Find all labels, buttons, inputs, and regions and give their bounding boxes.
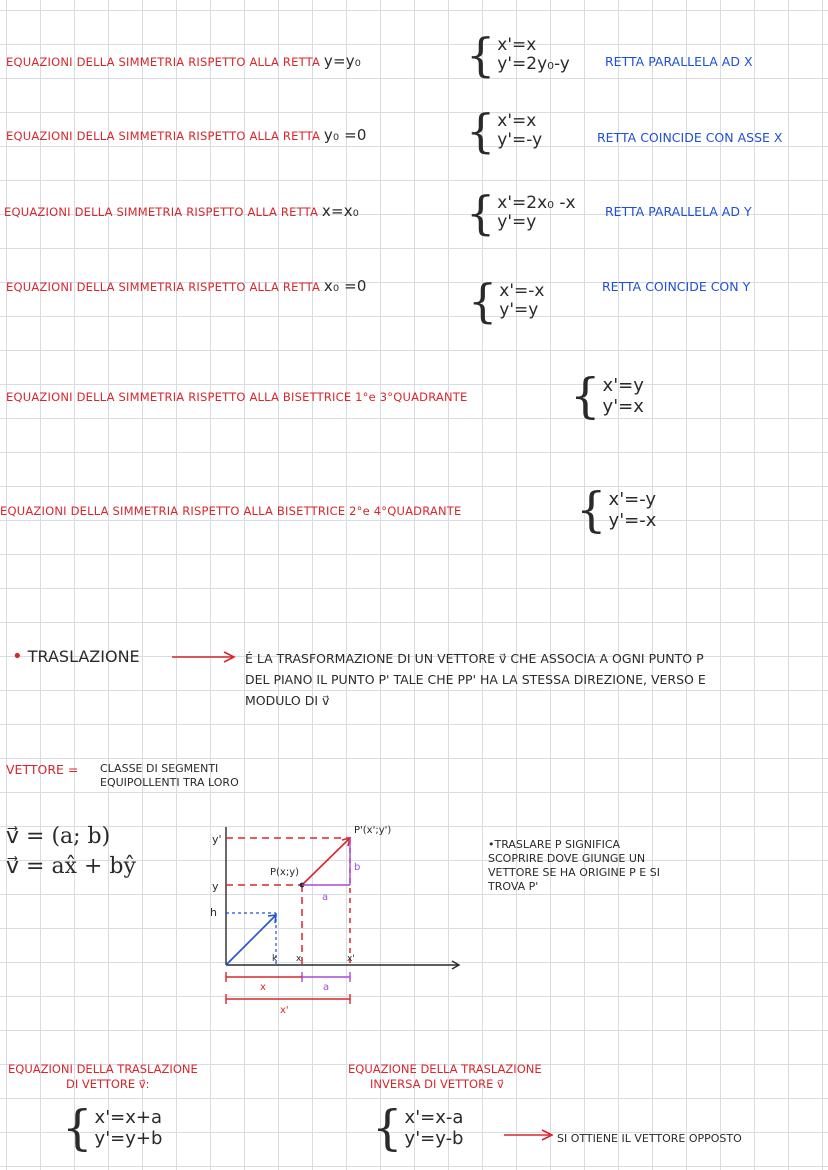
- brace-icon: {: [62, 1100, 93, 1156]
- vettore-definition: CLASSE DI SEGMENTI EQUIPOLLENTI TRA LORO: [100, 762, 239, 789]
- equation-system: { x'=x-a y'=y-b: [372, 1100, 464, 1156]
- brace-icon: {: [468, 274, 498, 328]
- traslazione-definition: É LA TRASFORMAZIONE DI UN VETTORE v⃗ CHE ASSOCIA A OGNI PUNTO P DEL PIANO IL PUNTO P' TALE CHE PP' HA LA STESSA DIREZIONE, VERSO E MODULO DI v⃗: [245, 651, 706, 708]
- equation-system: { x'=2x₀ -x y'=y: [466, 186, 576, 240]
- vector-components: v⃗ = (a; b): [6, 824, 111, 849]
- label-y-prime: y': [212, 833, 222, 846]
- side-note: •TRASLARE P SIGNIFICA SCOPRIRE DOVE GIUNGE UN VETTORE SE HA ORIGINE P E SI TROVA P': [488, 838, 660, 893]
- bisector-label: EQUAZIONI DELLA SIMMETRIA RISPETTO ALLA BISETTRICE 2°e 4°QUADRANTE: [0, 504, 462, 518]
- label-x-prime: x': [347, 954, 355, 964]
- arrow-icon: [502, 1128, 558, 1142]
- equation-system: { x'=-y y'=-x: [576, 482, 657, 538]
- brace-icon: {: [466, 104, 496, 158]
- symmetry-label: EQUAZIONI DELLA SIMMETRIA RISPETTO ALLA RETTA y₀ =0: [6, 126, 367, 144]
- brace-icon: {: [570, 368, 601, 424]
- vector-v: [226, 915, 276, 965]
- vector-pp: [302, 838, 350, 885]
- traslazione-title: • TRASLAZIONE: [12, 646, 140, 667]
- bisector-label: EQUAZIONI DELLA SIMMETRIA RISPETTO ALLA BISETTRICE 1°e 3°QUADRANTE: [6, 390, 468, 404]
- inversa-eq-label: EQUAZIONE DELLA TRASLAZIONE INVERSA DI VETTORE v⃗: [348, 1062, 542, 1091]
- traslazione-eq-label: EQUAZIONI DELLA TRASLAZIONE DI VETTORE v⃗:: [8, 1062, 198, 1091]
- translation-diagram: [190, 815, 480, 1020]
- equation-system: { x'=-x y'=y: [468, 274, 545, 328]
- label-x: x: [296, 954, 302, 964]
- equation-system: { x'=x+a y'=y+b: [62, 1100, 163, 1156]
- label-y: y: [212, 880, 219, 893]
- label-x-prime-measure: x': [280, 1005, 289, 1016]
- inversa-note: SI OTTIENE IL VETTORE OPPOSTO: [557, 1132, 742, 1145]
- symmetry-note: RETTA PARALLELA AD Y: [605, 204, 752, 219]
- label-x-measure: x: [260, 982, 266, 993]
- symmetry-label: EQUAZIONI DELLA SIMMETRIA RISPETTO ALLA RETTA y=y₀: [6, 52, 362, 70]
- symmetry-label: EQUAZIONI DELLA SIMMETRIA RISPETTO ALLA RETTA x=x₀: [4, 202, 360, 220]
- equation-system: { x'=y y'=x: [570, 368, 644, 424]
- brace-icon: {: [466, 28, 496, 82]
- symmetry-note: RETTA PARALLELA AD X: [605, 54, 753, 69]
- equation-system: { x'=x y'=-y: [466, 104, 543, 158]
- label-b: b: [354, 862, 361, 873]
- vettore-title: VETTORE =: [6, 762, 79, 777]
- symmetry-note: RETTA COINCIDE CON ASSE X: [597, 130, 783, 145]
- brace-icon: {: [466, 186, 496, 240]
- symmetry-note: RETTA COINCIDE CON Y: [602, 279, 751, 294]
- label-a-measure: a: [323, 982, 330, 993]
- label-p-prime: P'(x';y'): [354, 825, 392, 836]
- label-k: k: [272, 954, 278, 964]
- arrow-icon: [170, 650, 240, 664]
- label-a: a: [322, 892, 329, 903]
- brace-icon: {: [576, 482, 607, 538]
- symmetry-label: EQUAZIONI DELLA SIMMETRIA RISPETTO ALLA RETTA x₀ =0: [6, 277, 367, 295]
- label-p: P(x;y): [270, 867, 300, 878]
- equation-system: { x'=x y'=2y₀-y: [466, 28, 570, 82]
- vector-unit-form: v⃗ = ax̂ + bŷ: [6, 854, 136, 879]
- brace-icon: {: [372, 1100, 403, 1156]
- label-h: h: [210, 906, 217, 919]
